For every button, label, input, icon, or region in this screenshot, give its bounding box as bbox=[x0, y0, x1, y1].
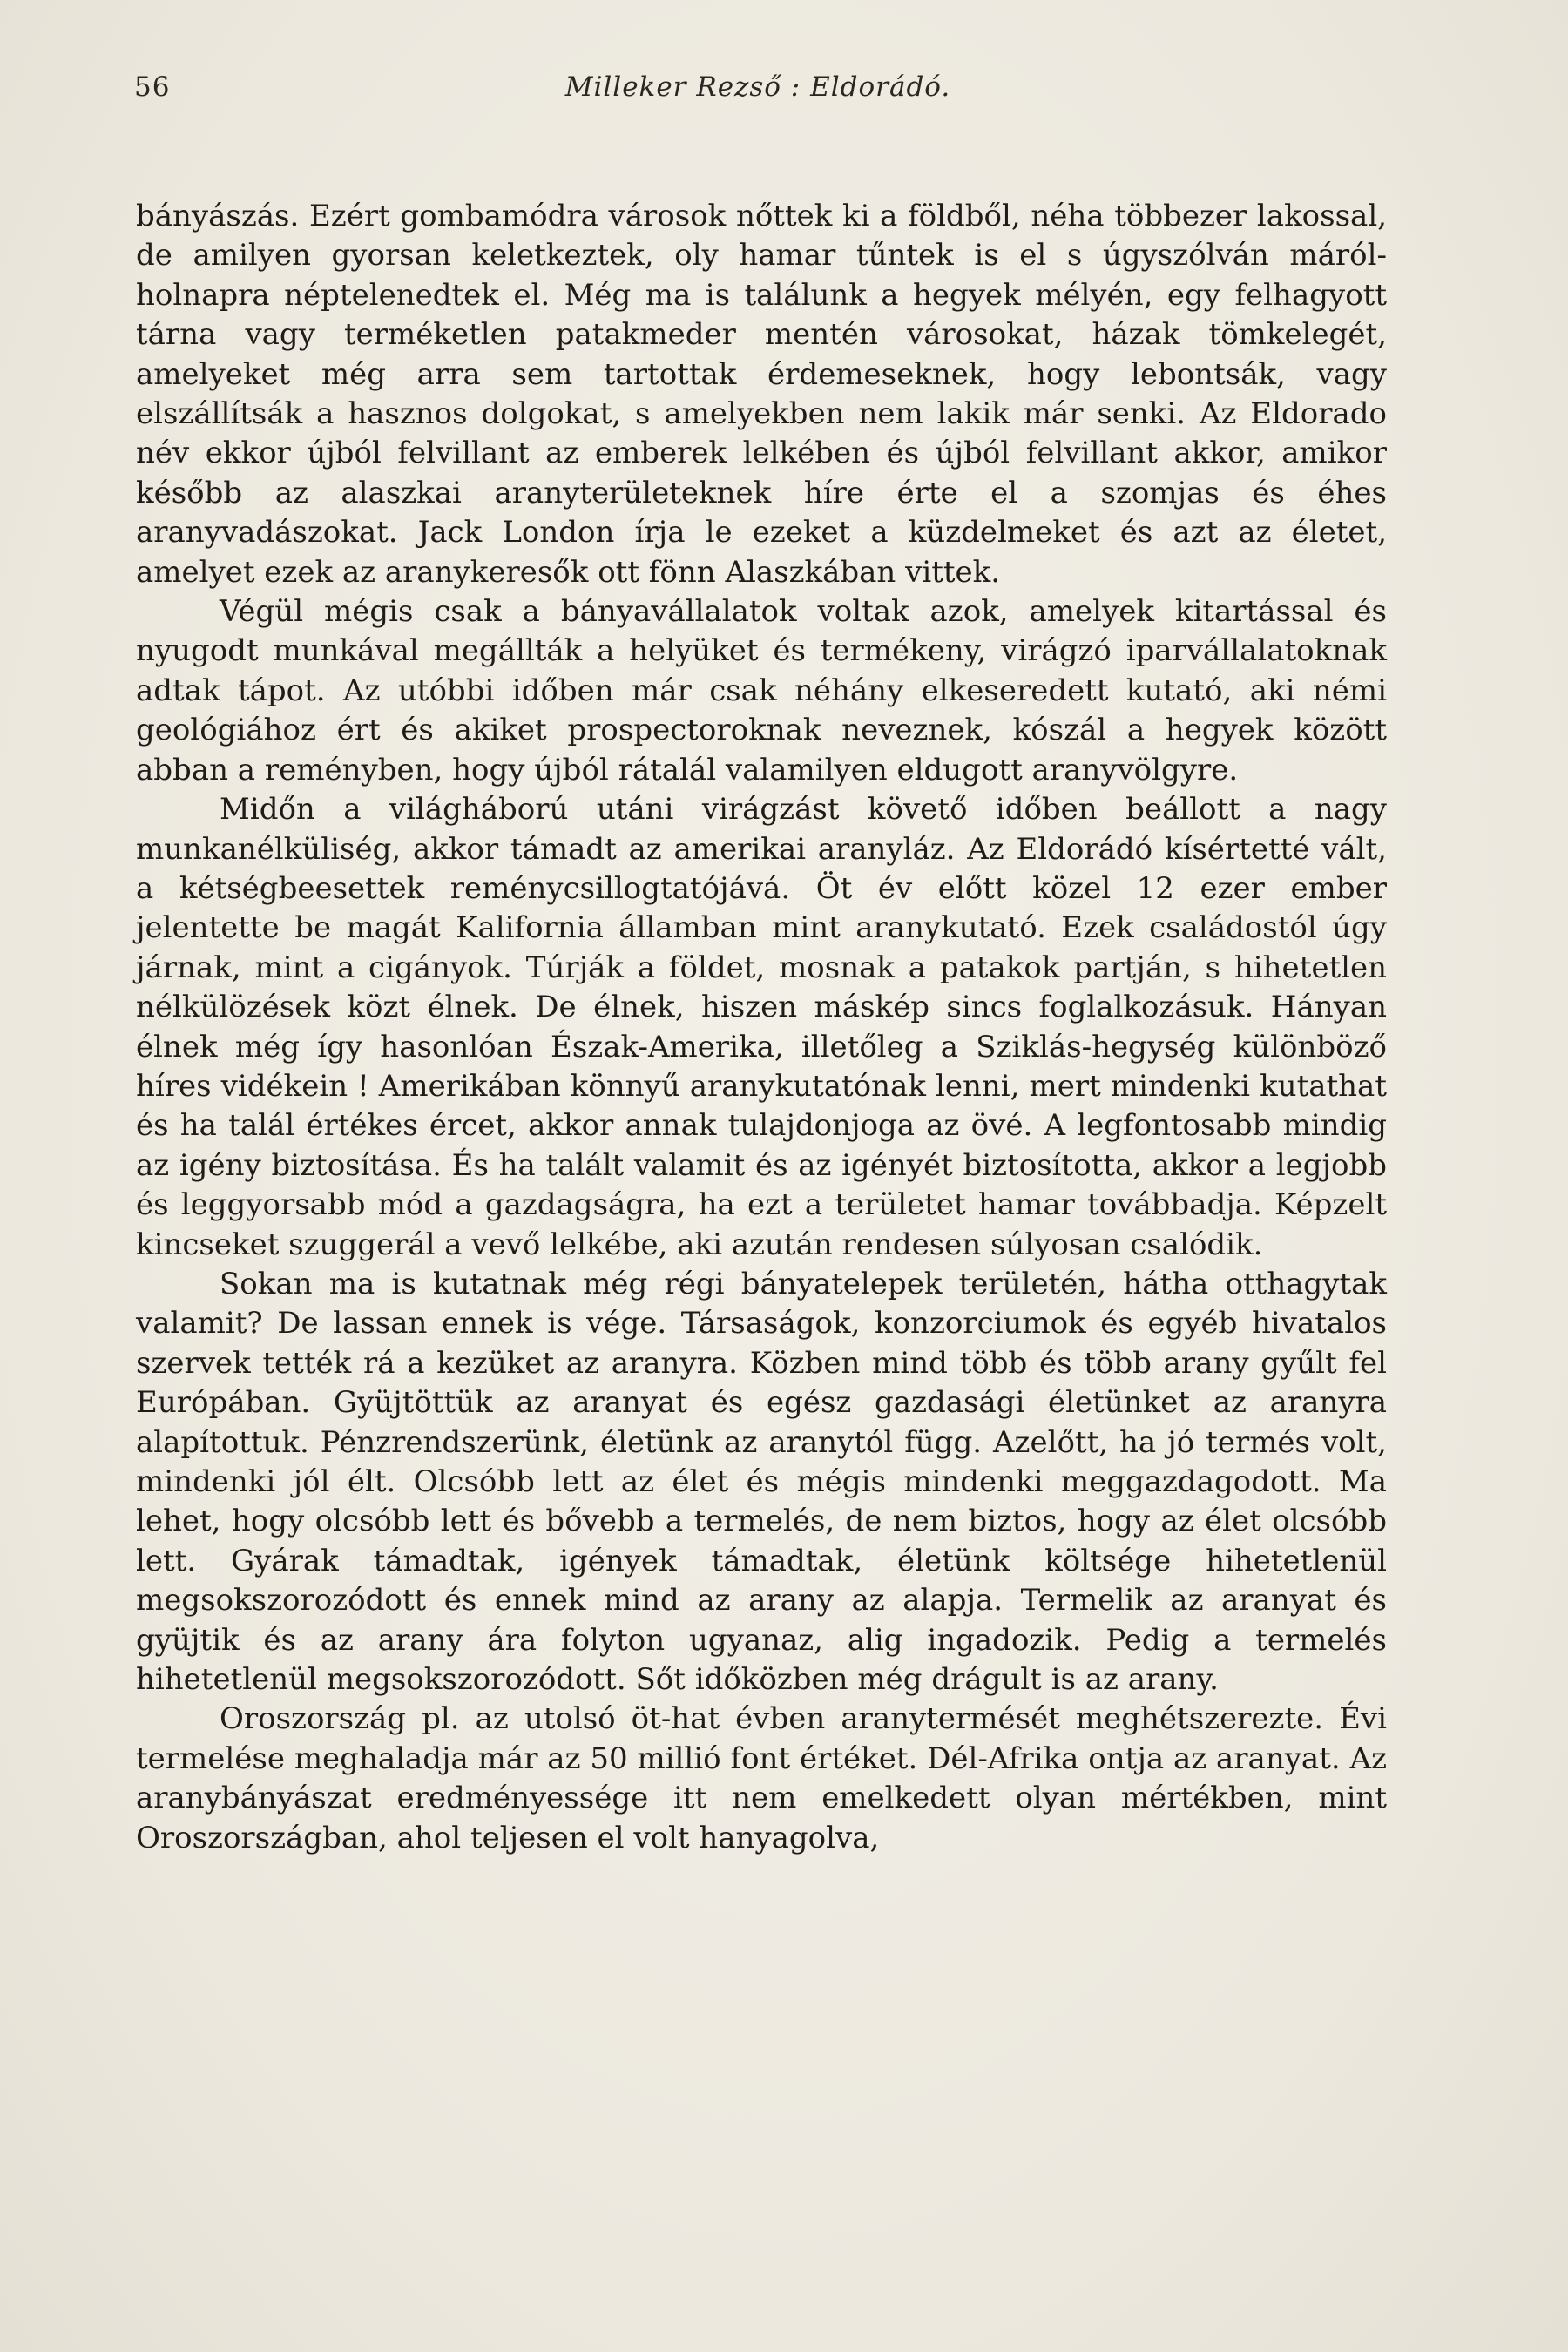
paragraph-5: Oroszország pl. az utolsó öt-hat évben aranytermését meghétszerezte. Évi termelése meghaladja már az 50 millió font értéket. Dél-Afrika ontja az aranyat. Az aranybányászat eredményessége itt nem emelkedett olyan mértékben, mint Oroszországban, ahol teljesen el volt hanyagolva, bbox=[136, 1701, 1387, 1855]
paragraph-4: Sokan ma is kutatnak még régi bányatelepek területén, hátha otthagytak valamit? De lassan ennek is vége. Társaságok, konzorciumok és egyéb hivatalos szervek tették rá a kezüket az aranyra. Közben mind több és több arany gyűlt fel Európában. Gyüjtöttük az aranyat és egész gazdasági életünket az aranyra alapítottuk. Pénzrendszerünk, életünk az aranytól függ. Azelőtt, ha jó termés volt, mindenki jól élt. Olcsóbb lett az élet és mégis mindenki meggazdagodott. Ma lehet, hogy olcsóbb lett és bővebb a termelés, de nem biztos, hogy az élet olcsóbb lett. Gyárak támadtak, igények támadtak, életünk költsége hihetetlenül megsokszorozódott és ennek mind az arany az alapja. Termelik az aranyat és gyüjtik és az arany ára folyton ugyanaz, alig ingadozik. Pedig a termelés hihetetlenül megsokszorozódott. Sőt időközben még drágult is az arany. bbox=[136, 1266, 1387, 1698]
paragraph-2: Végül mégis csak a bányavállalatok voltak azok, amelyek kitartással és nyugodt munkával megállták a helyüket és termékeny, virágzó iparvállalatoknak adtak tápot. Az utóbbi időben már csak néhány elkeseredett kutató, aki némi geológiához ért és akiket prospectoroknak neveznek, kószál a hegyek között abban a reményben, hogy újból rátalál valamilyen eldugott aranyvölgyre. bbox=[136, 594, 1387, 787]
paragraph-1: bányászás. Ezért gombamódra városok nőttek ki a földből, néha többezer lakossal, de amilyen gyorsan keletkeztek, oly hamar tűntek is el s úgyszólván máról-holnapra néptelenedtek el. Még ma is találunk a hegyek mélyén, egy felhagyott tárna vagy terméketlen patakmeder mentén városokat, házak tömkelegét, amelyeket még arra sem tartottak érdemeseknek, hogy lebontsák, vagy elszállítsák a hasznos dolgokat, s amelyekben nem lakik már senki. Az Eldorado név ekkor újból felvillant az emberek lelkében és újból felvillant akkor, amikor később az alaszkai aranyterületeknek híre érte el a szomjas és éhes aranyvadászokat. Jack London írja le ezeket a küzdelmeket és azt az életet, amelyet ezek az aranykeresők ott fönn Alaszkában vittek. bbox=[136, 199, 1387, 590]
paragraph-3: Midőn a világháború utáni virágzást követő időben beállott a nagy munkanélküliség, akkor támadt az amerikai aranyláz. Az Eldorádó kísértetté vált, a kétségbeesettek reménycsillogtatójává. Öt év előtt közel 12 ezer ember jelentette be magát Kalifornia államban mint aranykutató. Ezek családostól úgy járnak, mint a cigányok. Túrják a földet, mosnak a patakok partján, s hihetetlen nélkülözések közt élnek. De élnek, hiszen máskép sincs foglalkozásuk. Hányan élnek még így hasonlóan Észak-Amerika, illetőleg a Sziklás-hegység különböző híres vidékein ! Amerikában könnyű aranykutatónak lenni, mert mindenki kutathat és ha talál értékes ércet, akkor annak tulajdonjoga az övé. A legfontosabb mindig az igény biztosítása. És ha talált valamit és az igényét biztosította, akkor a legjobb és leggyorsabb mód a gazdagságra, ha ezt a területet hamar továbbadja. Képzelt kincseket szuggerál a vevő lelkébe, aki azután rendesen súlyosan csalódik. bbox=[136, 792, 1387, 1262]
body-text bbox=[136, 197, 1387, 1858]
running-head bbox=[131, 71, 1385, 115]
page-number: 56 bbox=[134, 71, 171, 103]
running-title: Milleker Rezső : Eldorádó. bbox=[564, 71, 951, 103]
